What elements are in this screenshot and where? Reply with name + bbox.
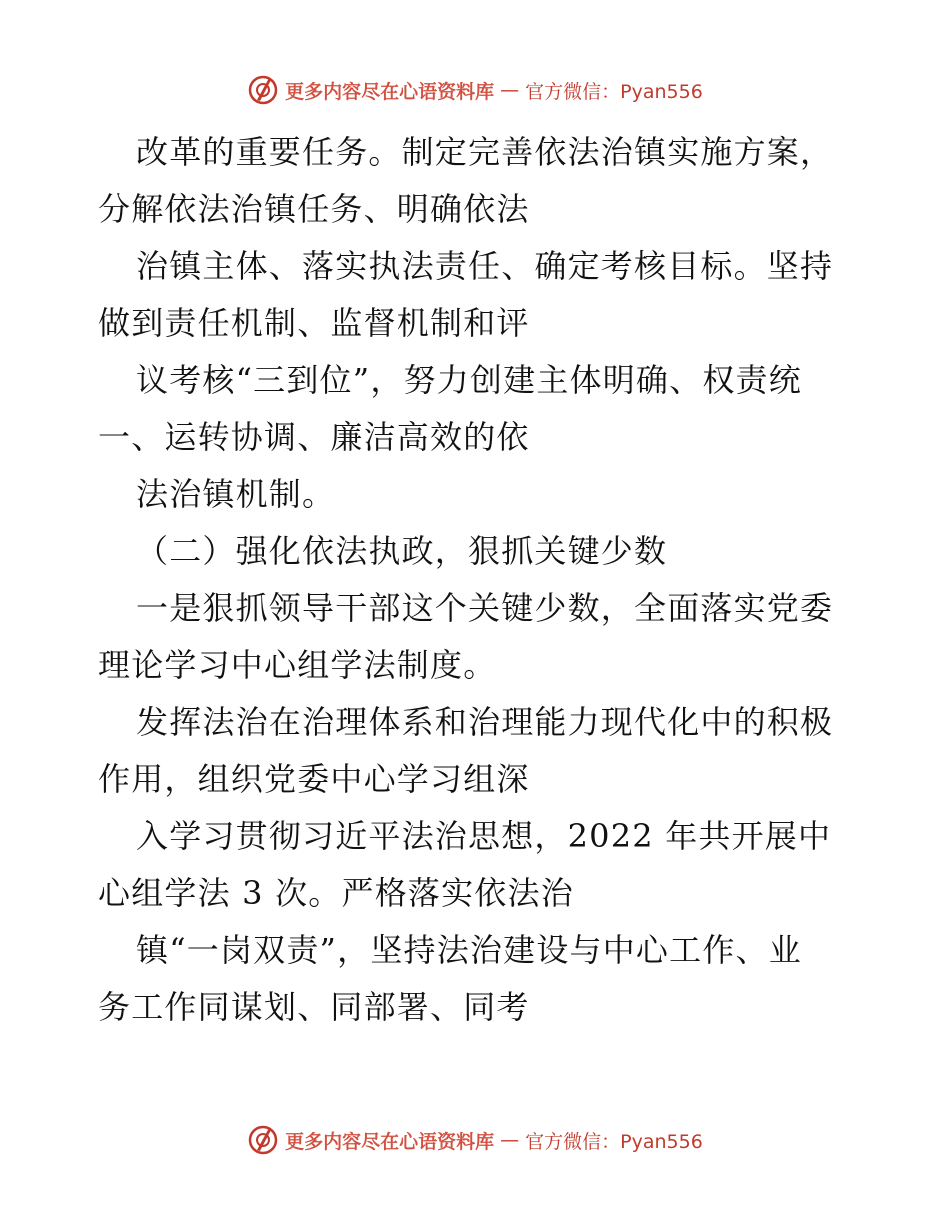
paragraph-2-line-2: 做到责任机制、监督机制和评 xyxy=(98,304,530,342)
paragraph-7-line-2: 作用，组织党委中心学习组深 xyxy=(98,760,530,798)
paragraph-2-line-1: 治镇主体、落实执法责任、确定考核目标。坚持 xyxy=(136,247,834,285)
paragraph-9-line-1: 镇“一岗双责”，坚持法治建设与中心工作、业 xyxy=(136,931,802,969)
paragraph-3-line-2: 一、运转协调、廉洁高效的依 xyxy=(98,418,530,456)
watermark-wechat-text: 官方微信：Pyan556 xyxy=(525,1130,703,1153)
paragraph-2 xyxy=(98,238,858,352)
paragraph-6-line-1: 一是狠抓领导干部这个关键少数，全面落实党委 xyxy=(136,589,834,627)
paragraph-4 xyxy=(98,466,858,523)
paragraph-7-line-1: 发挥法治在治理体系和治理能力现代化中的积极 xyxy=(136,703,834,741)
watermark-main-text: 更多内容尽在心语资料库 xyxy=(285,80,495,103)
watermark-content xyxy=(247,74,703,106)
paragraph-6-line-2: 理论学习中心组学法制度。 xyxy=(98,646,497,684)
paragraph-8-line-2: 心组学法 3 次。严格落实依法治 xyxy=(98,874,574,912)
watermark-separator: — xyxy=(500,1129,520,1151)
paragraph-1 xyxy=(98,124,858,238)
quill-logo-icon xyxy=(247,74,279,106)
paragraph-6 xyxy=(98,580,858,694)
paragraph-1-line-2: 分解依法治镇任务、明确依法 xyxy=(98,190,530,228)
paragraph-4-line-1: 法治镇机制。 xyxy=(136,475,336,513)
section-heading-text: （二）强化依法执政，狠抓关键少数 xyxy=(136,532,668,570)
paragraph-3 xyxy=(98,352,858,466)
watermark-separator: — xyxy=(500,79,520,101)
paragraph-8-line-1: 入学习贯彻习近平法治思想，2022 年共开展中 xyxy=(136,817,832,855)
section-heading xyxy=(98,523,858,580)
watermark-main-text: 更多内容尽在心语资料库 xyxy=(285,1130,495,1153)
quill-logo-icon xyxy=(247,1124,279,1156)
document-body xyxy=(98,124,858,1036)
header-watermark-banner xyxy=(0,70,950,110)
paragraph-9-line-2: 务工作同谋划、同部署、同考 xyxy=(98,988,530,1026)
footer-watermark-banner xyxy=(0,1120,950,1160)
paragraph-8 xyxy=(98,808,858,922)
paragraph-3-line-1: 议考核“三到位”，努力创建主体明确、权责统 xyxy=(136,361,802,399)
watermark-content xyxy=(247,1124,703,1156)
watermark-wechat-text: 官方微信：Pyan556 xyxy=(525,80,703,103)
paragraph-9 xyxy=(98,922,858,1036)
paragraph-1-line-1: 改革的重要任务。制定完善依法治镇实施方案， xyxy=(136,133,834,171)
paragraph-7 xyxy=(98,694,858,808)
